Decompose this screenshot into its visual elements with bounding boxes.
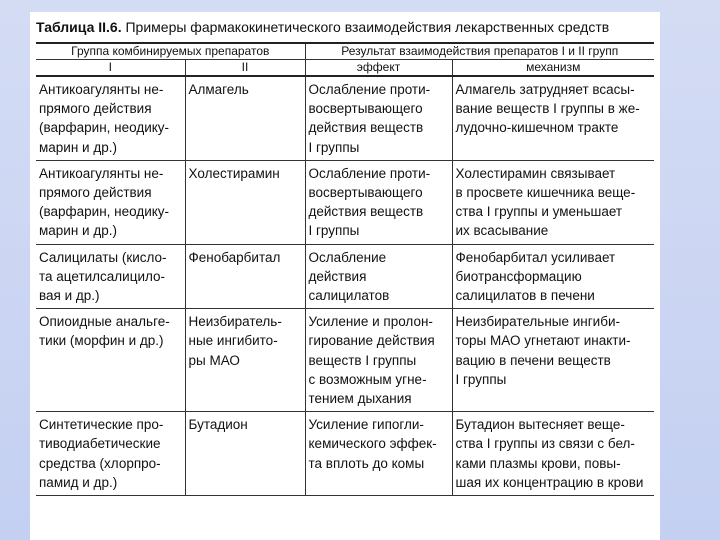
cell-group-i: [36, 412, 185, 496]
cell-text-line: средства (хлорпро-: [39, 455, 161, 471]
cell-text-line: Неизбирательные ингиби-: [455, 314, 620, 330]
header-col-i: I: [36, 60, 185, 77]
cell-text-line: прямого действия: [39, 101, 152, 117]
cell-text-line: Холестирамин: [188, 165, 280, 181]
cell-text-line: веществ I группы: [308, 352, 417, 368]
cell-text-line: Бутадион вытесняет веще-: [455, 417, 625, 433]
cell-text-line: I группы: [308, 223, 360, 239]
cell-text-line: вацию в печени веществ: [455, 352, 611, 368]
header-result: Результат взаимодействия препаратов I и II групп: [305, 43, 654, 60]
cell-text-line: Ослабление: [308, 249, 387, 265]
cell-text-line: торы МАО угнетают инакти-: [455, 333, 631, 349]
cell-text-line: тением дыхания: [308, 391, 412, 407]
cell-effect: [305, 76, 452, 160]
cell-text-line: Алмагель затрудняет всасы-: [455, 82, 635, 97]
cell-group-i: [36, 160, 185, 244]
cell-group-ii: [185, 244, 305, 309]
cell-group-ii: [185, 160, 305, 244]
cell-text-line: та ацетилсалицило-: [39, 268, 166, 284]
cell-text-line: восвертывающего: [308, 101, 423, 117]
cell-text-line: Синтетические про-: [39, 417, 164, 433]
table-row: [36, 160, 654, 244]
cell-text-line: с возможным угне-: [308, 371, 427, 387]
cell-mechanism: [452, 160, 654, 244]
cell-mechanism: [452, 76, 654, 160]
cell-text-line: шая их концентрацию в крови: [455, 474, 644, 490]
header-group: Группа комбинируемых препаратов: [36, 43, 305, 60]
cell-text-line: Антикоагулянты не-: [39, 165, 164, 181]
header-mechanism: механизм: [452, 60, 654, 77]
interaction-table: [36, 42, 654, 496]
cell-text-line: биотрансформацию: [455, 268, 582, 284]
cell-text-line: ками плазмы крови, повы-: [455, 455, 621, 471]
cell-text-line: ства I группы и уменьшает: [455, 204, 623, 220]
cell-group-i: [36, 244, 185, 309]
document-page: [30, 12, 660, 540]
cell-text-line: гирование действия: [308, 333, 435, 349]
cell-text-line: вание веществ I группы в же-: [455, 101, 640, 117]
cell-text-line: Опиоидные анальге-: [39, 314, 170, 330]
cell-effect: [305, 412, 452, 496]
cell-text-line: лудочно-кишечном тракте: [455, 120, 619, 136]
cell-text-line: Фенобарбитал усиливает: [455, 249, 616, 265]
cell-mechanism: [452, 412, 654, 496]
cell-text-line: салицилатов: [308, 288, 390, 304]
cell-text-line: Холестирамин связывает: [455, 165, 616, 181]
table-row: [36, 76, 654, 160]
cell-text-line: Бутадион: [188, 417, 248, 433]
cell-text-line: Ослабление проти-: [308, 165, 431, 181]
cell-text-line: марин и др.): [39, 139, 117, 155]
cell-text-line: прямого действия: [39, 185, 152, 201]
table-title: Примеры фармакокинетического взаимодействия лекарственных средств: [125, 19, 610, 35]
cell-text-line: восвертывающего: [308, 185, 423, 201]
cell-text-line: Фенобарбитал: [188, 249, 281, 265]
cell-text-line: в просвете кишечника веще-: [455, 185, 636, 201]
cell-effect: [305, 309, 452, 412]
cell-group-ii: [185, 309, 305, 412]
cell-text-line: Усиление гипогли-: [308, 417, 424, 433]
cell-text-line: действия веществ: [308, 204, 424, 220]
cell-text-line: кемического эффек-: [308, 436, 437, 452]
cell-text-line: памид и др.): [39, 474, 118, 490]
cell-text-line: тики (морфин и др.): [39, 333, 164, 349]
cell-text-line: (варфарин, неодику-: [39, 120, 170, 136]
cell-text-line: тиводиабетические: [39, 436, 161, 452]
cell-text-line: I группы: [455, 371, 507, 387]
cell-text-line: их всасывание: [455, 223, 549, 239]
cell-mechanism: [452, 244, 654, 309]
cell-text-line: марин и др.): [39, 223, 117, 239]
cell-text-line: Алмагель: [188, 82, 249, 97]
cell-mechanism: [452, 309, 654, 412]
table-number: Таблица II.6.: [36, 19, 122, 35]
header-col-ii: II: [185, 60, 305, 77]
cell-effect: [305, 244, 452, 309]
cell-effect: [305, 160, 452, 244]
cell-text-line: Ослабление проти-: [308, 82, 431, 97]
cell-text-line: ры МАО: [188, 352, 240, 368]
cell-text-line: салицилатов в печени: [455, 288, 595, 304]
cell-text-line: действия веществ: [308, 120, 424, 136]
cell-text-line: I группы: [308, 139, 360, 155]
cell-text-line: вая и др.): [39, 288, 100, 304]
cell-group-i: [36, 76, 185, 160]
cell-text-line: Усиление и пролон-: [308, 314, 433, 330]
cell-text-line: (варфарин, неодику-: [39, 204, 170, 220]
cell-group-ii: [185, 76, 305, 160]
cell-text-line: Салицилаты (кисло-: [39, 249, 167, 265]
cell-text-line: та вплоть до комы: [308, 455, 425, 471]
table-caption: [36, 19, 609, 35]
table-row: [36, 244, 654, 309]
cell-group-i: [36, 309, 185, 412]
cell-text-line: Неизбиратель-: [188, 314, 282, 330]
cell-group-ii: [185, 412, 305, 496]
cell-text-line: Антикоагулянты не-: [39, 82, 164, 97]
header-effect: эффект: [305, 60, 452, 77]
cell-text-line: ные ингибито-: [188, 333, 278, 349]
cell-text-line: действия: [308, 268, 367, 284]
table-row: [36, 412, 654, 496]
cell-text-line: ства I группы из связи с бел-: [455, 436, 635, 452]
table-row: [36, 309, 654, 412]
